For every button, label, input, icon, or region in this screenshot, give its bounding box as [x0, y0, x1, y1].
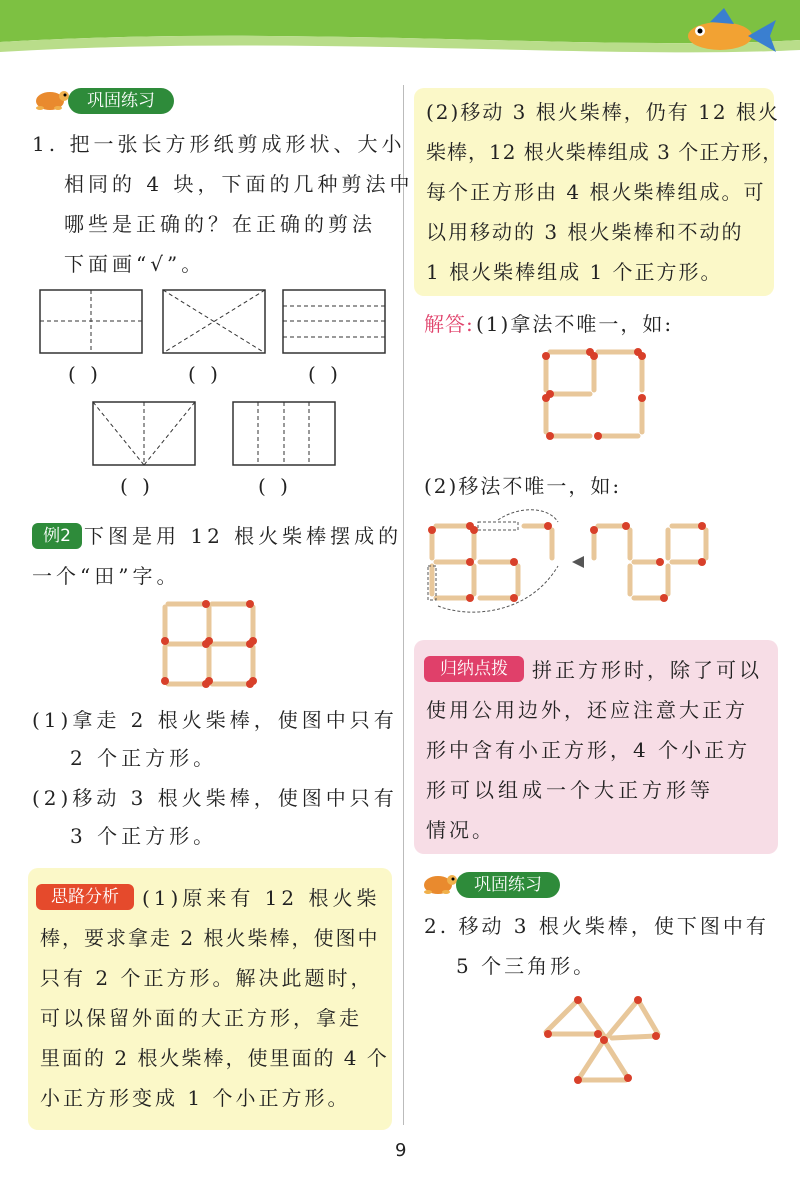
- tian-matchstick-figure: [160, 598, 260, 690]
- analysis-line: 棒，要求拿走 2 根火柴棒，使图中: [40, 926, 380, 950]
- analysis-line: 小正方形变成 1 个小正方形。: [40, 1086, 351, 1110]
- answer-blank[interactable]: ( ): [258, 474, 292, 498]
- top-banner: [0, 0, 800, 62]
- analysis-line: 柴棒，12 根火柴棒组成 3 个正方形，: [426, 140, 784, 164]
- answer-2: (2)移法不唯一，如:: [424, 474, 622, 498]
- answer-blank[interactable]: ( ): [188, 362, 222, 386]
- summary-line: 拼正方形时，除了可以: [532, 658, 762, 682]
- answer-blank[interactable]: ( ): [308, 362, 342, 386]
- summary-line: 形中含有小正方形，4 个小正方: [426, 738, 751, 762]
- analysis-line: 里面的 2 根火柴棒，使里面的 4 个: [40, 1046, 389, 1070]
- summary-line: 情况。: [426, 818, 495, 842]
- sub-question: (2)移动 3 根火柴棒，使图中只有: [32, 786, 398, 810]
- summary-tag: 归纳点拨: [424, 656, 524, 682]
- example-tag: 例2: [32, 523, 82, 549]
- q1-line: 哪些是正确的？在正确的剪法: [64, 212, 376, 236]
- sub-question: 3 个正方形。: [70, 824, 218, 848]
- answer-blank[interactable]: ( ): [68, 362, 102, 386]
- answer-blank[interactable]: ( ): [120, 474, 154, 498]
- answer1-matchstick-figure: [536, 344, 656, 444]
- analysis-line: 只有 2 个正方形。解决此题时，: [40, 966, 374, 990]
- q1-line: 相同的 4 块，下面的几种剪法中: [64, 172, 414, 196]
- column-divider: [403, 85, 404, 1125]
- turtle-icon: [30, 86, 70, 112]
- answer-label: 解答:: [424, 312, 474, 336]
- analysis-tag: 思路分析: [36, 884, 134, 910]
- practice-tag: 巩固练习: [68, 88, 174, 114]
- triangle-matchstick-figure: [532, 990, 672, 1090]
- analysis-line: 1 根火柴棒组成 1 个正方形。: [426, 260, 723, 284]
- q1-line: 下面画“√”。: [64, 252, 206, 276]
- summary-line: 形可以组成一个大正方形等: [426, 778, 714, 802]
- q1-line: 1. 把一张长方形纸剪成形状、大小: [32, 132, 406, 156]
- turtle-icon: [418, 870, 458, 896]
- analysis-line: 每个正方形由 4 根火柴棒组成。可: [426, 180, 766, 204]
- q2-line: 5 个三角形。: [456, 954, 597, 978]
- analysis-line: 可以保留外面的大正方形，拿走: [40, 1006, 362, 1030]
- sub-question: (1)拿走 2 根火柴棒，使图中只有: [32, 708, 398, 732]
- example-line: 一个“田”字。: [32, 564, 181, 588]
- analysis-line: (1)原来有 12 根火柴: [142, 886, 381, 910]
- answer2-matchstick-figure: [408, 506, 728, 616]
- analysis-line: (2)移动 3 根火柴棒，仍有 12 根火: [426, 100, 780, 124]
- q2-line: 2. 移动 3 根火柴棒，使下图中有: [424, 914, 769, 938]
- example-line: 下图是用 12 根火柴棒摆成的: [84, 524, 403, 548]
- sub-question: 2 个正方形。: [70, 746, 218, 770]
- answer-1: (1)拿法不唯一，如:: [476, 312, 674, 336]
- practice-tag: 巩固练习: [456, 872, 560, 898]
- summary-line: 使用公用边外，还应注意大正方: [426, 698, 748, 722]
- page-number: 9: [395, 1140, 407, 1161]
- analysis-line: 以用移动的 3 根火柴棒和不动的: [426, 220, 744, 244]
